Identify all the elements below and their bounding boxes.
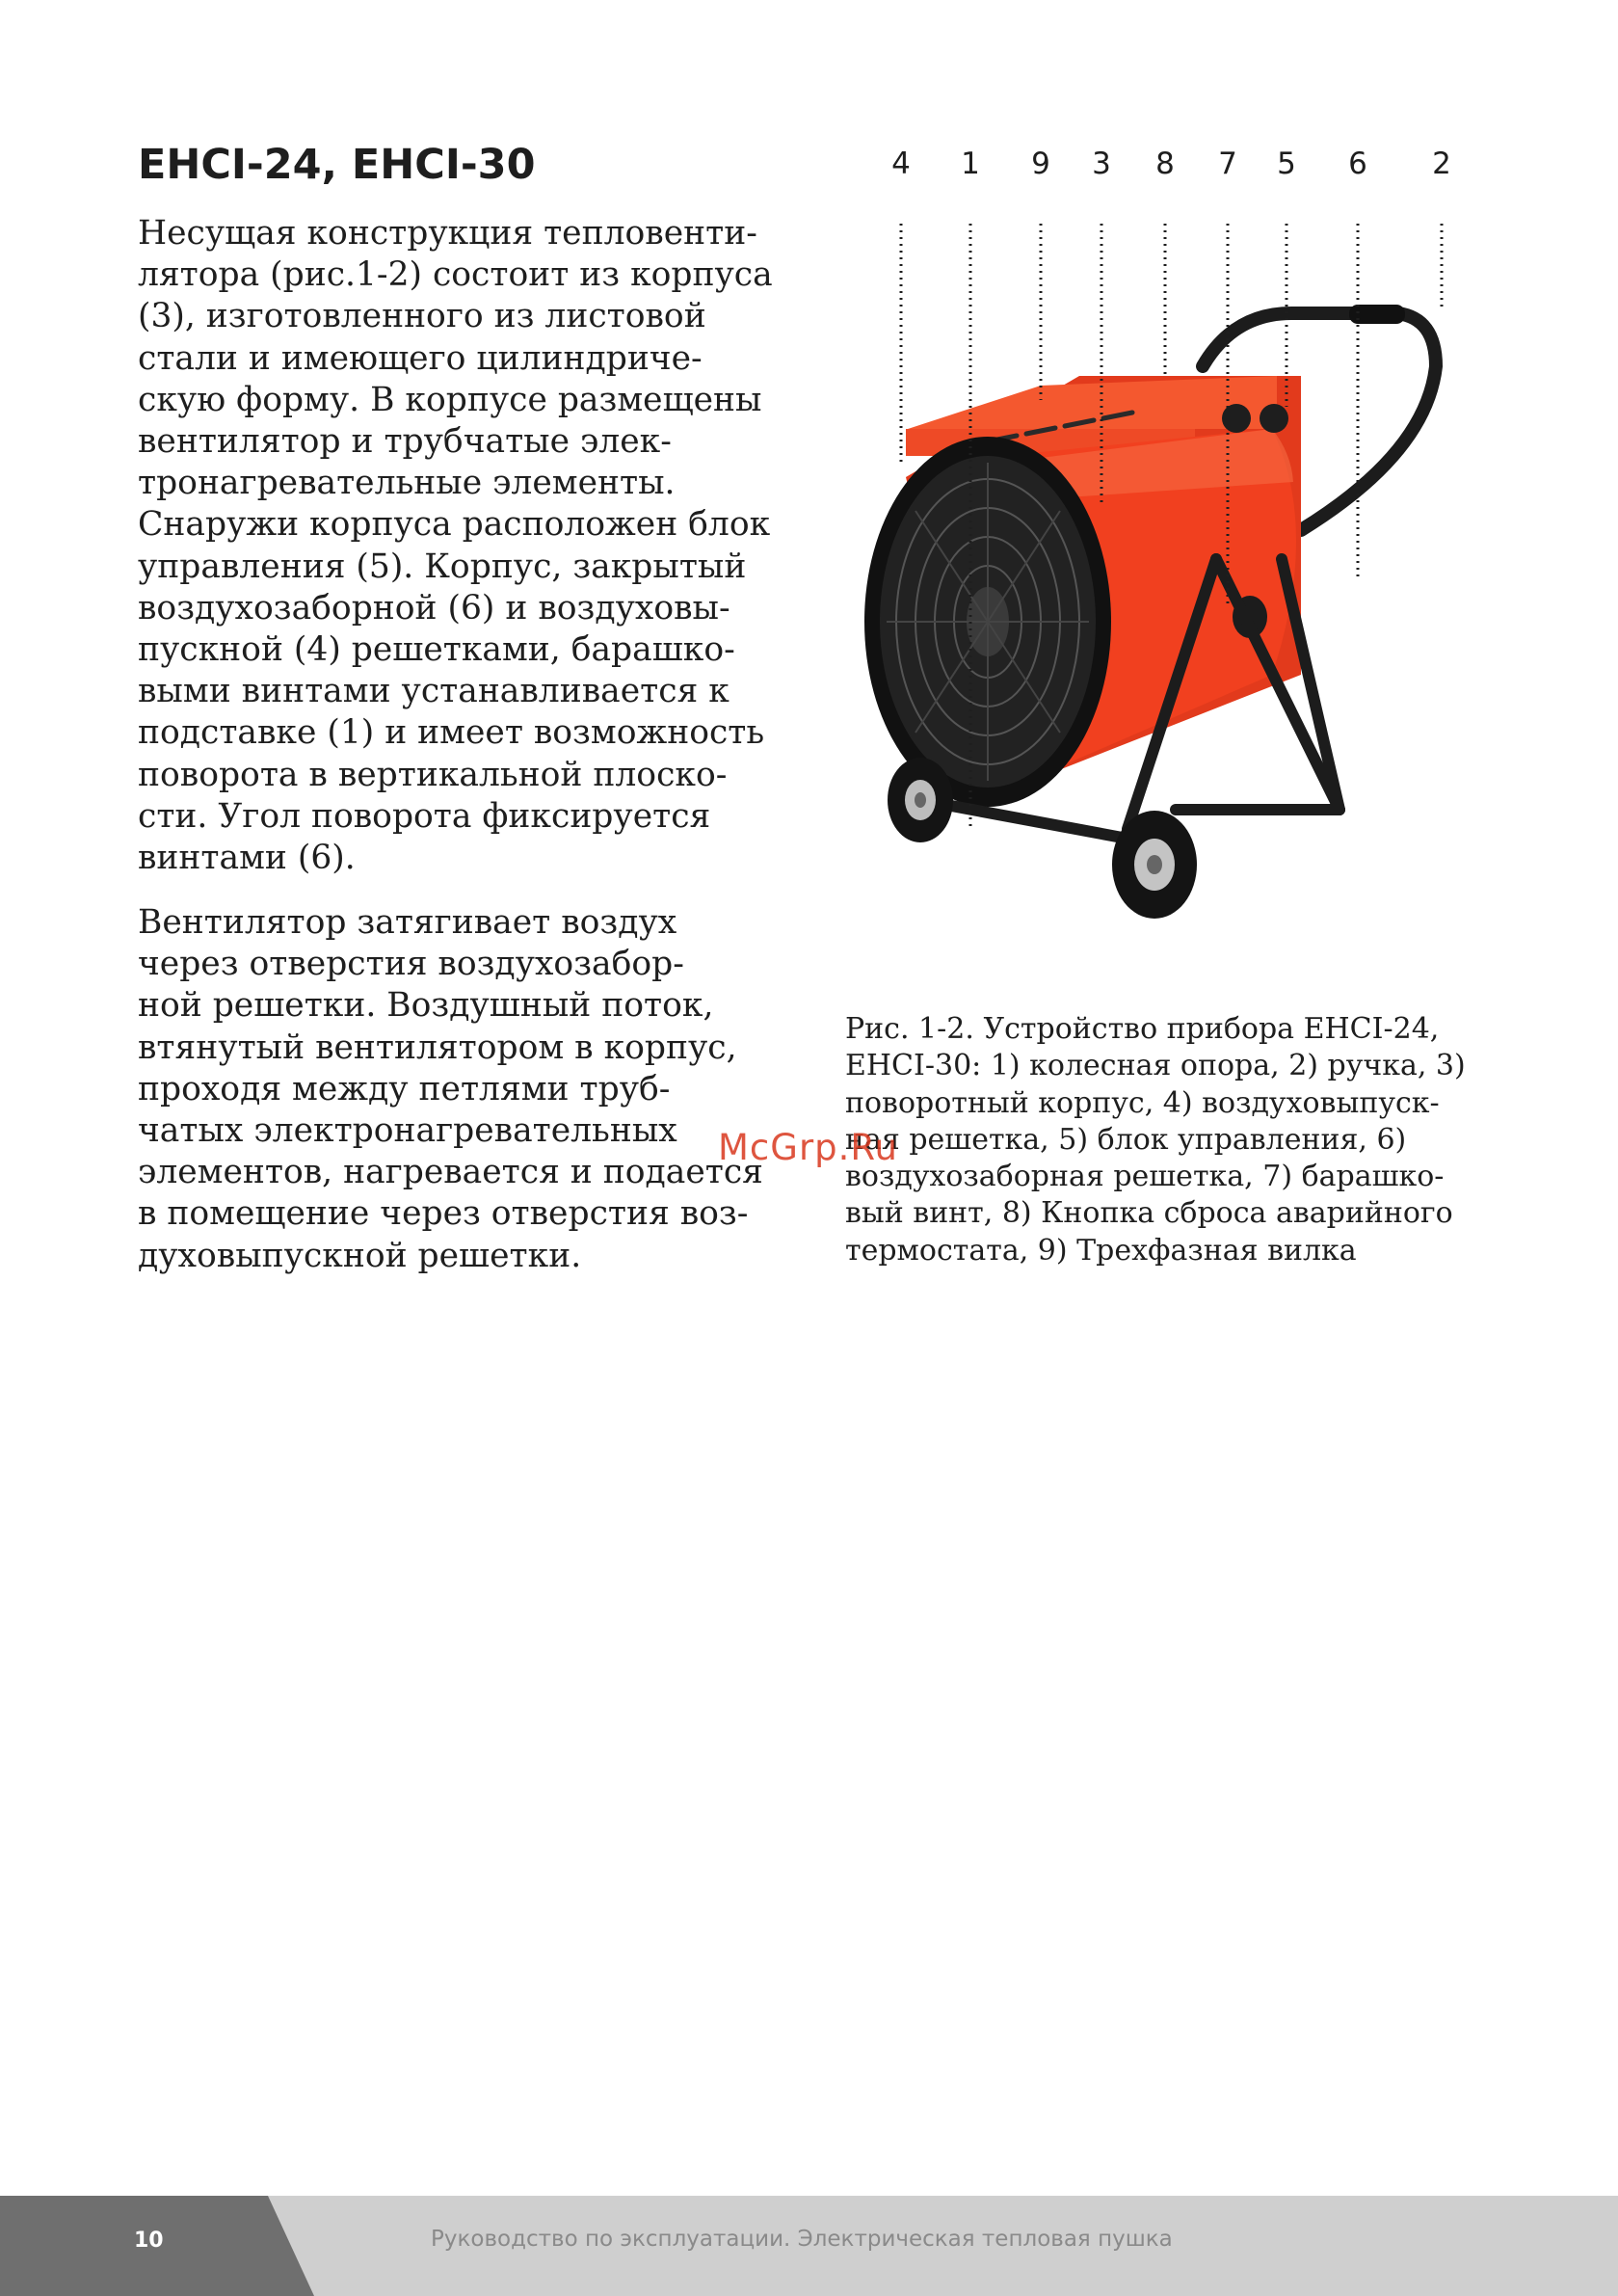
footer-title: Руководство по эксплуатации. Электрическая тепловая пушка [431,2227,1173,2252]
page-number: 10 [134,2229,164,2253]
heater-figure [848,135,1474,935]
caption-line: Рис. 1-2. Устройство прибора EHCI-24, [845,1012,1440,1046]
caption-line: ная решетка, 5) блок управления, 6) [845,1122,1407,1157]
text-line: элементов, нагревается и подается [138,1153,763,1192]
text-line: (3), изготовленного из листовой [138,297,706,336]
figure-caption [845,1011,1491,1269]
text-line: поворота в вертикальной плоско- [138,755,728,794]
text-line: лятора (рис.1-2) состоит из корпуса [138,255,773,295]
text-line: тронагревательные элементы. [138,464,676,503]
callout-number: 9 [1031,147,1050,181]
caption-line: воздухозаборная решетка, 7) барашко- [845,1160,1445,1194]
description-paragraph-operation [138,902,783,1277]
text-line: Снаружи корпуса расположен блок [138,505,771,545]
text-line: пускной (4) решетками, барашко- [138,630,735,670]
callout-number: 3 [1092,147,1111,181]
callout-number: 1 [961,147,980,181]
caption-line: EHCI-30: 1) колесная опора, 2) ручка, 3) [845,1049,1466,1083]
wheel-rear [888,758,953,842]
caption-line: вый винт, 8) Кнопка сброса аварийного [845,1196,1453,1231]
text-line: в помещение через отверстия воз- [138,1194,749,1234]
callout-number: 2 [1432,147,1451,181]
callout-number: 6 [1348,147,1367,181]
text-line: Несущая конструкция тепловенти- [138,214,757,253]
callout-number: 8 [1155,147,1175,181]
text-line: подставке (1) и имеет возможность [138,713,765,753]
text-line: стали и имеющего цилиндриче- [138,338,703,378]
text-line: Вентилятор затягивает воздух [138,903,677,942]
heater-illustration [848,135,1474,935]
text-line: выми винтами устанавливается к [138,672,729,711]
description-paragraph-construction [138,213,783,879]
text-line: сти. Угол поворота фиксируется [138,796,711,836]
text-line: проходя между петлями труб- [138,1069,671,1108]
callout-number: 4 [891,147,911,181]
text-line: через отверстия воздухозабор- [138,945,684,984]
text-line: скую форму. В корпусе размещены [138,380,762,419]
wheel-front [1112,811,1197,919]
handle-grip [1349,305,1405,324]
watermark: McGrp.Ru [718,1127,898,1168]
text-line: втянутый вентилятором в корпус, [138,1028,737,1067]
caption-line: термостата, 9) Трехфазная вилка [845,1233,1357,1268]
page-footer [0,2196,1618,2296]
text-line: вентилятор и трубчатые элек- [138,422,672,462]
control-knob-left [1222,404,1251,433]
text-line: воздухозаборной (6) и воздуховы- [138,588,730,627]
page-title: EHCI-24, EHCI-30 [138,141,536,189]
text-line: духовыпускной решетки. [138,1236,582,1275]
callout-number: 7 [1218,147,1237,181]
text-line: чатых электронагревательных [138,1111,677,1151]
text-line: ной решетки. Воздушный поток, [138,986,714,1026]
text-line: управления (5). Корпус, закрытый [138,547,747,586]
callout-number: 5 [1277,147,1296,181]
text-line: винтами (6). [138,839,356,878]
caption-line: поворотный корпус, 4) воздуховыпуск- [845,1085,1440,1120]
control-knob-right [1260,404,1288,433]
